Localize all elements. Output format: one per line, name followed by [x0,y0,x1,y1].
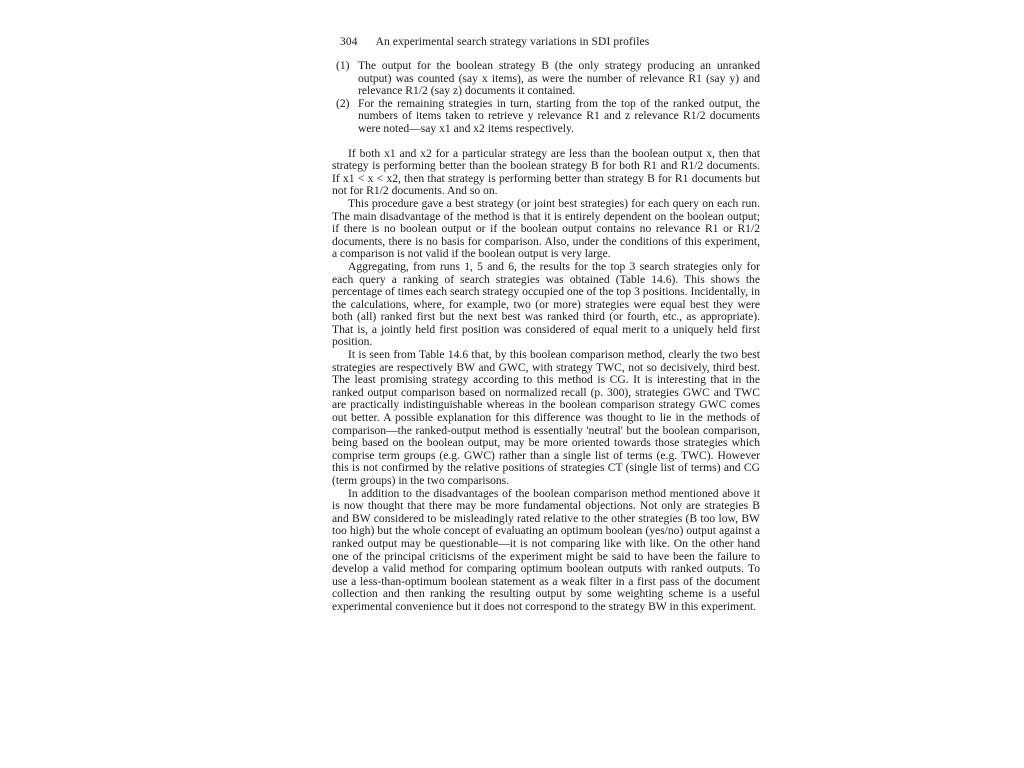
step-text: The output for the boolean strategy B (the only strategy producing an unranked output) was counted (say x items), as were the number of relevance R1 (say y) and relevance R1/2 (say z) documents it contained. [358,59,760,98]
procedure-step-2 [332,98,760,136]
step-number: (1) [336,59,350,72]
running-head [340,36,760,48]
body-paragraph-4: It is seen from Table 14.6 that, by this boolean comparison method, clearly the two best strategies are respectively BW and GWC, with strategy TWC, not so decisively, third best. The least promising strategy according to this method is CG. It is interesting that in the ranked output comparison based on normalized recall (p. 300), strategies GWC and TWC are practically indistinguishable whereas in the boolean comparison strategy GWC comes out better. A possible explanation for this difference was thought to lie in the methods of comparison—the ranked-output method is essentially 'neutral' but the boolean comparison, being based on the boolean output, may be more oriented towards those strategies which comprise term groups (e.g. GWC) rather than a single list of terms (e.g. TWC). However this is not confirmed by the relative positions of strategies CT (single list of terms) and CG (term groups) in the two comparisons. [332,348,760,487]
procedure-step-1 [332,60,760,98]
running-title: An experimental search strategy variations in SDI profiles [375,36,650,48]
body-paragraph-3: Aggregating, from runs 1, 5 and 6, the results for the top 3 search strategies only for each query a ranking of search strategies was obtained (Table 14.6). This shows the percentage of times each search strategy occupied one of the top 3 positions. Incidentally, in the calculations, where, for example, two (or more) strategies were equal best they were both (all) ranked first but the next best was ranked third (or fourth, etc., as appropriate). That is, a jointly held first position was considered of equal merit to a uniquely held first position. [332,259,760,349]
body-paragraph-5: In addition to the disadvantages of the boolean comparison method mentioned above it is now thought that there may be more fundamental objections. Not only are strategies B and BW considered to be misleadingly rated relative to the other strategies (B too low, BW too high) but the whole concept of evaluating an optimum boolean (yes/no) output against a ranked output may be questionable—it is not comparing like with like. On the other hand one of the principal criticisms of the experiment might be said to have been the failure to develop a valid method for comparing optimum boolean outputs with ranked outputs. To use a less-than-optimum boolean statement as a weak filter in a first pass of the document collection and then ranking the resulting output by some weighting scheme is a useful experimental convenience but it does not correspond to the strategy BW in this experiment. [332,486,760,613]
step-number: (2) [336,96,350,110]
book-page [332,30,760,730]
body-paragraph-2: This procedure gave a best strategy (or joint best strategies) for each query on each run. The main disadvantage of the method is that it is entirely dependent on the boolean output; if there is no boolean output or if the boolean output contains no relevance R1 or R1/2 documents, there is no basis for comparison. Also, under the conditions of this experiment, a comparison is not valid if the boolean output is very large. [332,196,760,261]
body-paragraph-1: If both x1 and x2 for a particular strategy are less than the boolean output x, then that strategy is performing better than the boolean strategy B for both R1 and R1/2 documents. If x1 < x < x2, then that strategy is performing better than strategy B for R1 documents but not for R1/2 documents. And so on. [332,146,760,198]
page-number: 304 [340,36,358,48]
numbered-procedure [332,60,760,136]
step-text: For the remaining strategies in turn, starting from the top of the ranked output, the numbers of items taken to retrieve y relevance R1 and z relevance R1/2 documents were noted—say x1 and x2 items respectively. [358,96,760,135]
